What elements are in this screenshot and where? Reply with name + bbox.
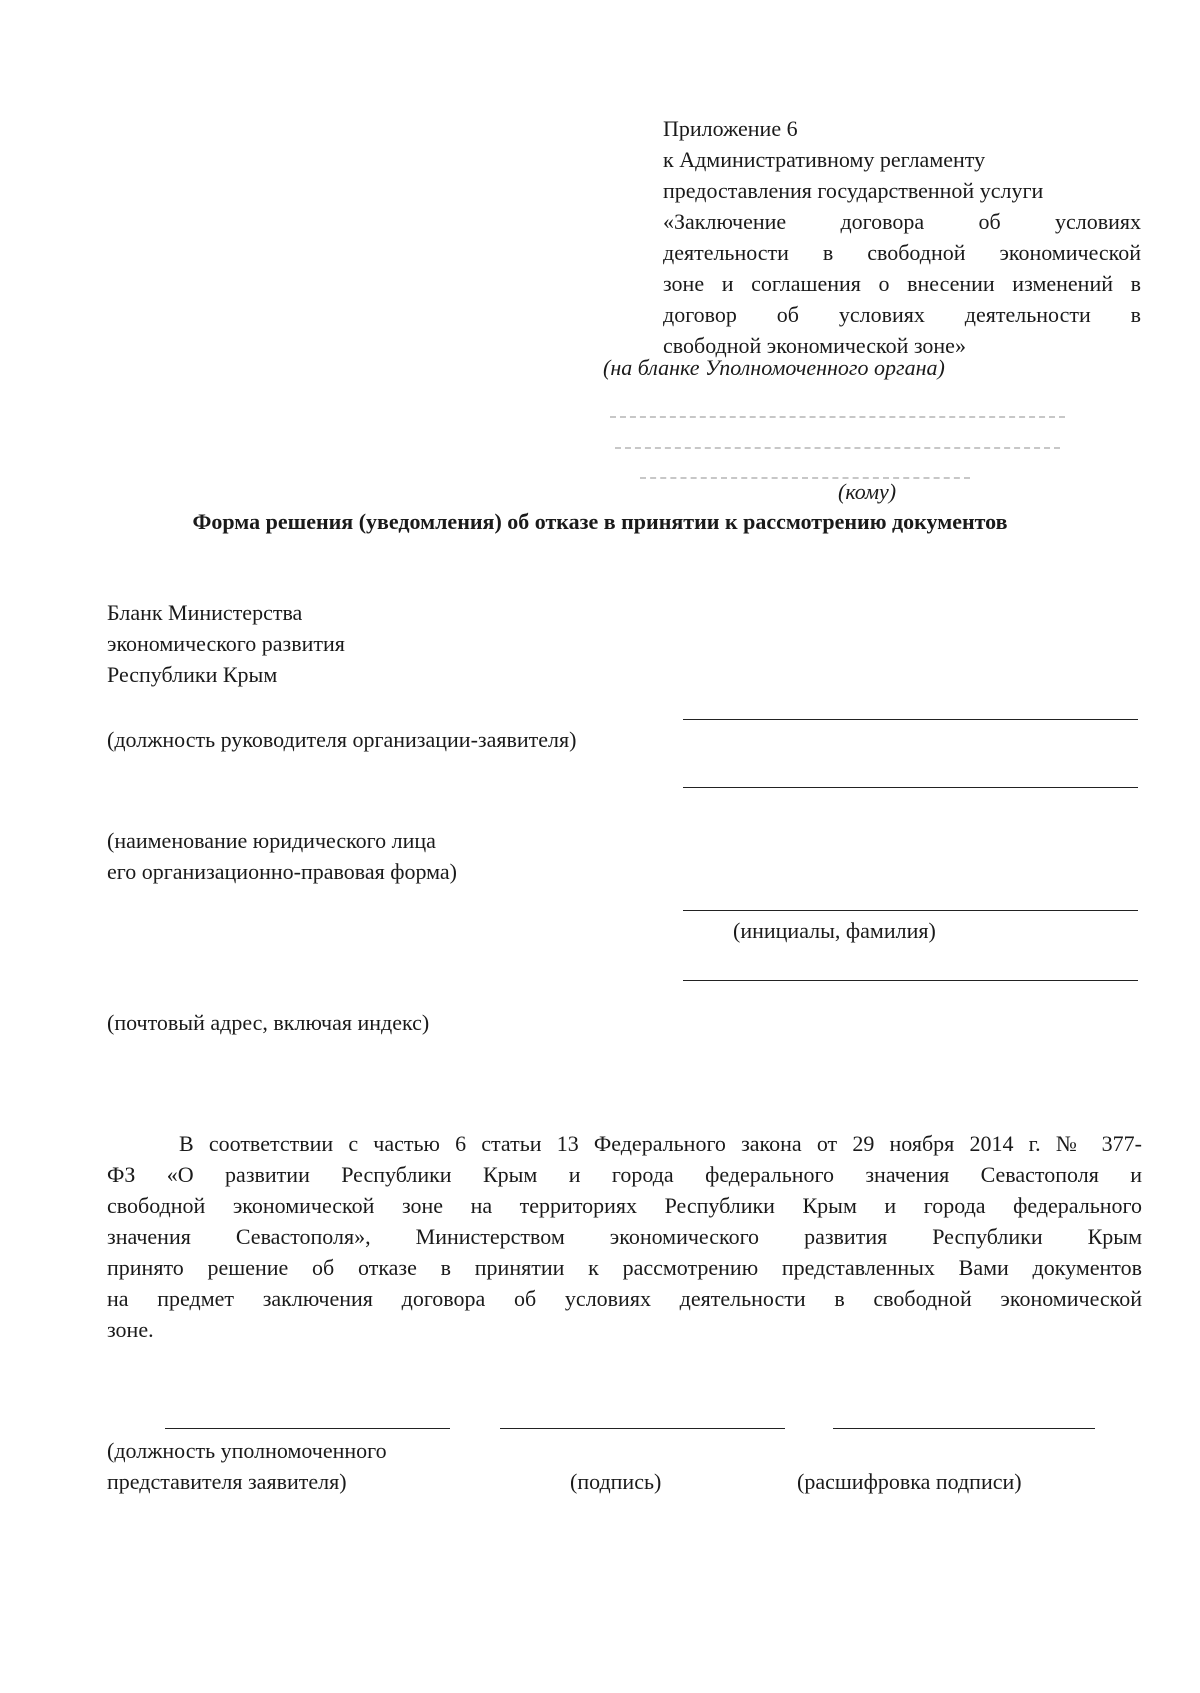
signatory-position-line: представителя заявителя)	[107, 1469, 347, 1494]
signatory-position-line: (должность уполномоченного	[107, 1438, 387, 1463]
signatory-position-label	[107, 1435, 387, 1497]
decision-line: на предмет заключения договора об условиях деятельности в свободной экономической	[107, 1286, 1142, 1311]
position-signature-line	[165, 1428, 450, 1429]
decision-line: значения Севастополя», Министерством экономического развития Республики Крым	[107, 1224, 1142, 1249]
signature-decode-label: (расшифровка подписи)	[797, 1469, 1022, 1494]
signature-label: (подпись)	[570, 1469, 662, 1494]
decode-signature-line	[833, 1428, 1095, 1429]
entity-label	[107, 825, 457, 887]
appendix-line: зоне и соглашения о внесении изменений в	[663, 271, 1141, 296]
decision-line: ФЗ «О развитии Республики Крым и города федерального значения Севастополя и	[107, 1162, 1142, 1187]
decision-text	[107, 1128, 1142, 1345]
ministry-blank-line: Республики Крым	[107, 662, 278, 687]
recipient-line	[615, 447, 1060, 449]
initials-field-line	[683, 910, 1138, 911]
ministry-blank-line: Бланк Министерства	[107, 600, 303, 625]
ministry-blank	[107, 597, 345, 690]
entity-label-line: (наименование юридического лица	[107, 828, 436, 853]
decision-line: свободной экономической зоне на территориях Республики Крым и города федерального	[107, 1193, 1142, 1218]
appendix-line: договор об условиях деятельности в	[663, 302, 1141, 327]
entity-field-line	[683, 787, 1138, 788]
appendix-line: Приложение 6	[663, 116, 798, 141]
letterhead-note: (на бланке Уполномоченного органа)	[603, 355, 945, 380]
appendix-line: свободной экономической зоне»	[663, 333, 966, 358]
signature-line	[500, 1428, 785, 1429]
form-title: Форма решения (уведомления) об отказе в принятии к рассмотрению документов	[192, 509, 1008, 534]
entity-label-line: его организационно-правовая форма)	[107, 859, 457, 884]
decision-line: В соответствии с частью 6 статьи 13 Федерального закона от 29 ноября 2014 г. № 377-	[179, 1131, 1142, 1156]
appendix-line: деятельности в свободной экономической	[663, 240, 1141, 265]
appendix-line: предоставления государственной услуги	[663, 178, 1044, 203]
recipient-line	[610, 416, 1065, 418]
decision-line: принято решение об отказе в принятии к рассмотрению представленных Вами документов	[107, 1255, 1142, 1280]
appendix-header	[663, 113, 1141, 361]
position-field-line	[683, 719, 1138, 720]
appendix-line: «Заключение договора об условиях	[663, 209, 1141, 234]
recipient-label: (кому)	[838, 479, 897, 504]
recipient-line	[640, 477, 970, 479]
ministry-blank-line: экономического развития	[107, 631, 345, 656]
initials-label: (инициалы, фамилия)	[733, 918, 936, 943]
decision-line: зоне.	[107, 1317, 154, 1342]
address-field-line	[683, 980, 1138, 981]
appendix-line: к Административному регламенту	[663, 147, 986, 172]
position-label: (должность руководителя организации-заявителя)	[107, 727, 577, 752]
address-label: (почтовый адрес, включая индекс)	[107, 1010, 430, 1035]
